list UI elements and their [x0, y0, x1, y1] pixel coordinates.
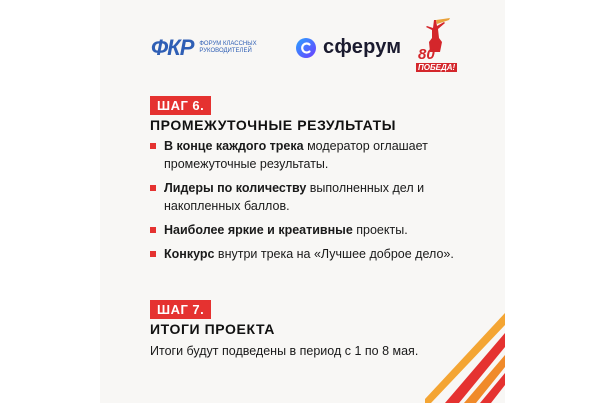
bullet-square-icon	[150, 251, 156, 257]
list-item-text: выполненных дел и накопленных баллов.	[164, 181, 425, 213]
sferum-logo	[295, 36, 401, 59]
bullet-square-icon	[150, 227, 156, 233]
pobeda-80-logo	[418, 18, 456, 74]
list-item	[150, 245, 460, 263]
list-item-bold: В конце каждого трека	[164, 139, 304, 153]
list-item	[150, 179, 460, 215]
fkr-logo-subtitle: ФОРУМ КЛАССНЫХ РУКОВОДИТЕЛЕЙ	[199, 41, 257, 54]
info-card	[100, 0, 505, 403]
fkr-logo-mark: ФКР	[151, 35, 194, 60]
step6-list	[150, 137, 460, 269]
list-item	[150, 137, 460, 173]
step7-title: ИТОГИ ПРОЕКТА	[150, 321, 275, 337]
pobeda-number: 80	[418, 46, 435, 63]
step7-text: Итоги будут подведены в период с 1 по 8 мая.	[150, 344, 419, 358]
list-item-text: модератор оглашает промежуточные результаты.	[164, 139, 428, 171]
step7-badge: ШАГ 7.	[150, 300, 211, 319]
list-item-bold: Лидеры по количеству	[164, 181, 307, 195]
step6-title: ПРОМЕЖУТОЧНЫЕ РЕЗУЛЬТАТЫ	[150, 117, 397, 133]
sferum-logo-text: сферум	[323, 36, 402, 58]
list-item-bold: Конкурс	[164, 247, 215, 261]
list-item	[150, 221, 460, 239]
decorative-stripes	[425, 313, 505, 403]
list-item-text: внутри трека на «Лучшее доброе дело».	[214, 247, 454, 261]
list-item-bold: Наиболее яркие и креативные	[164, 223, 353, 237]
sferum-icon	[295, 37, 317, 59]
bullet-square-icon	[150, 185, 156, 191]
list-item-text: проекты.	[352, 223, 408, 237]
fkr-logo	[151, 35, 259, 61]
bullet-square-icon	[150, 143, 156, 149]
pobeda-word: ПОБЕДА!	[418, 63, 456, 72]
step6-badge: ШАГ 6.	[150, 96, 211, 115]
